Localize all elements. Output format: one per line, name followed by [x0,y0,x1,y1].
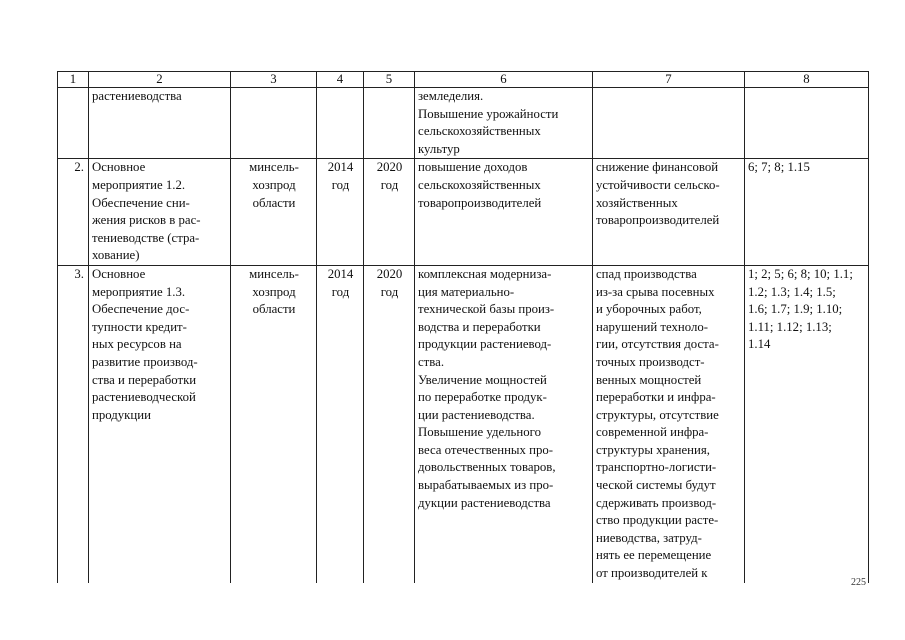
cell-text-line: хование) [92,248,140,263]
row-number-cell [58,88,89,159]
consequences-cell [593,265,745,582]
cell-text-line: Увеличение мощностей [418,372,547,387]
activity-cell [89,88,231,159]
table-row [58,265,869,582]
cell-text-line: 1.11; 1.12; 1.13; [748,319,832,334]
cell-text-line: Повышение удельного [418,425,541,440]
cell-text-line: 2014 [327,266,354,281]
cell-text-line: растениеводства [92,89,182,103]
cell-text-line: гии, отсутствия доста- [596,337,719,352]
cell-text-line: структуры, отсутствие [596,407,719,422]
cell-text-line: Повышение урожайности [418,106,559,121]
cell-text-line: спад производства [596,266,697,281]
col-header-3: 3 [231,72,317,88]
col-header-4: 4 [317,72,364,88]
col-header-2: 2 [89,72,231,88]
cell-text-line: продукции [92,407,151,422]
cell-text-line: Обеспечение сни- [92,195,190,210]
expected-result-cell [415,265,593,582]
cell-text-line: 2. [74,160,84,175]
cell-text-line: развитие производ- [92,354,198,369]
cell-text-line: 1.14 [748,337,771,352]
cell-text-line: нять ее перемещение [596,548,712,563]
cell-text-line: 3. [74,266,84,281]
cell-text-line: ческой системы будут [596,478,716,493]
executor-cell [231,265,317,582]
expected-result-cell [415,159,593,266]
indicators-cell [745,159,869,266]
cell-text-line: жения рисков в рас- [92,213,201,228]
cell-text-line: хозпрод [252,284,296,299]
executor-cell [231,159,317,266]
cell-text-line: тениеводстве (стра- [92,230,200,245]
cell-text-line: 2020 [376,160,403,175]
header-row [58,72,869,88]
table-row [58,159,869,266]
cell-text-line: 2020 [376,266,403,281]
cell-text-line: ниеводства, затруд- [596,530,702,545]
indicators-cell [745,265,869,582]
cell-text-line: 2014 [327,160,354,175]
cell-text-line: нарушений техноло- [596,319,709,334]
cell-text-line: веса отечественных про- [418,442,554,457]
end-year-cell [364,265,415,582]
cell-text-line: точных производст- [596,354,705,369]
page-number: 225 [851,577,866,588]
cell-text-line: водства и переработки [418,319,541,334]
cell-text-line: хозяйственных [596,195,678,210]
end-year-cell [364,159,415,266]
cell-text-line: земледелия. [418,89,484,103]
cell-text-line: области [252,195,296,210]
cell-text-line: ция материально- [418,284,515,299]
row-number-cell [58,265,89,582]
cell-text-line: области [252,302,296,317]
cell-text-line: транспортно-логисти- [596,460,717,475]
cell-text-line: 1.6; 1.7; 1.9; 1.10; [748,302,843,317]
executor-cell [231,88,317,159]
row-number-cell [58,159,89,266]
program-table [57,71,869,583]
cell-text-line: снижение финансовой [596,160,719,175]
end-year-cell [364,88,415,159]
col-header-7: 7 [593,72,745,88]
start-year-cell [317,88,364,159]
cell-text-line: ства. [418,354,445,369]
consequences-cell [593,159,745,266]
cell-text-line: мероприятие 1.3. [92,284,186,299]
cell-text-line: мероприятие 1.2. [92,177,186,192]
cell-text-line: сдерживать производ- [596,495,717,510]
cell-text-line: ции растениеводства. [418,407,535,422]
cell-text-line: товаропроизводителей [418,195,542,210]
cell-text-line: минсель- [249,160,299,175]
activity-cell [89,265,231,582]
consequences-cell [593,88,745,159]
cell-text-line: сельскохозяйственных [418,124,541,139]
cell-text-line: год [380,284,399,299]
cell-text-line: культур [418,141,460,156]
cell-text-line: по переработке продук- [418,390,547,405]
cell-text-line: вырабатываемых из про- [418,478,554,493]
cell-text-line: ство продукции расте- [596,513,719,528]
cell-text-line: год [331,284,350,299]
cell-text-line: технической базы произ- [418,302,555,317]
cell-text-line: Основное [92,160,146,175]
indicators-cell [745,88,869,159]
cell-text-line: товаропроизводителей [596,213,720,228]
cell-text-line: сельскохозяйственных [418,177,541,192]
cell-text-line: Обеспечение дос- [92,302,190,317]
cell-text-line: венных мощностей [596,372,702,387]
cell-text-line: из-за срыва посевных [596,284,715,299]
cell-text-line: и уборочных работ, [596,302,702,317]
cell-text-line: современной инфра- [596,425,709,440]
activity-cell [89,159,231,266]
cell-text-line: переработки и инфра- [596,390,716,405]
start-year-cell [317,159,364,266]
cell-text-line: 1; 2; 5; 6; 8; 10; 1.1; [748,266,853,281]
cell-text-line: комплексная модерниза- [418,266,552,281]
cell-text-line: устойчивости сельско- [596,177,720,192]
cell-text-line: ства и переработки [92,372,197,387]
cell-text-line: минсель- [249,266,299,281]
cell-text-line: структуры хранения, [596,442,710,457]
col-header-6: 6 [415,72,593,88]
table-row [58,88,869,159]
col-header-1: 1 [58,72,89,88]
cell-text-line: год [331,177,350,192]
cell-text-line: продукции растениевод- [418,337,552,352]
expected-result-cell [415,88,593,159]
cell-text-line: тупности кредит- [92,319,187,334]
cell-text-line: хозпрод [252,177,296,192]
cell-text-line: повышение доходов [418,160,528,175]
col-header-5: 5 [364,72,415,88]
cell-text-line: Основное [92,266,146,281]
cell-text-line: от производителей к [596,566,708,581]
cell-text-line: год [380,177,399,192]
cell-text-line: 1.2; 1.3; 1.4; 1.5; [748,284,836,299]
cell-text-line: растениеводческой [92,390,196,405]
col-header-8: 8 [745,72,869,88]
start-year-cell [317,265,364,582]
cell-text-line: ных ресурсов на [92,337,182,352]
cell-text-line: дукции растениеводства [418,495,551,510]
cell-text-line: довольственных товаров, [418,460,556,475]
cell-text-line: 6; 7; 8; 1.15 [748,160,810,175]
